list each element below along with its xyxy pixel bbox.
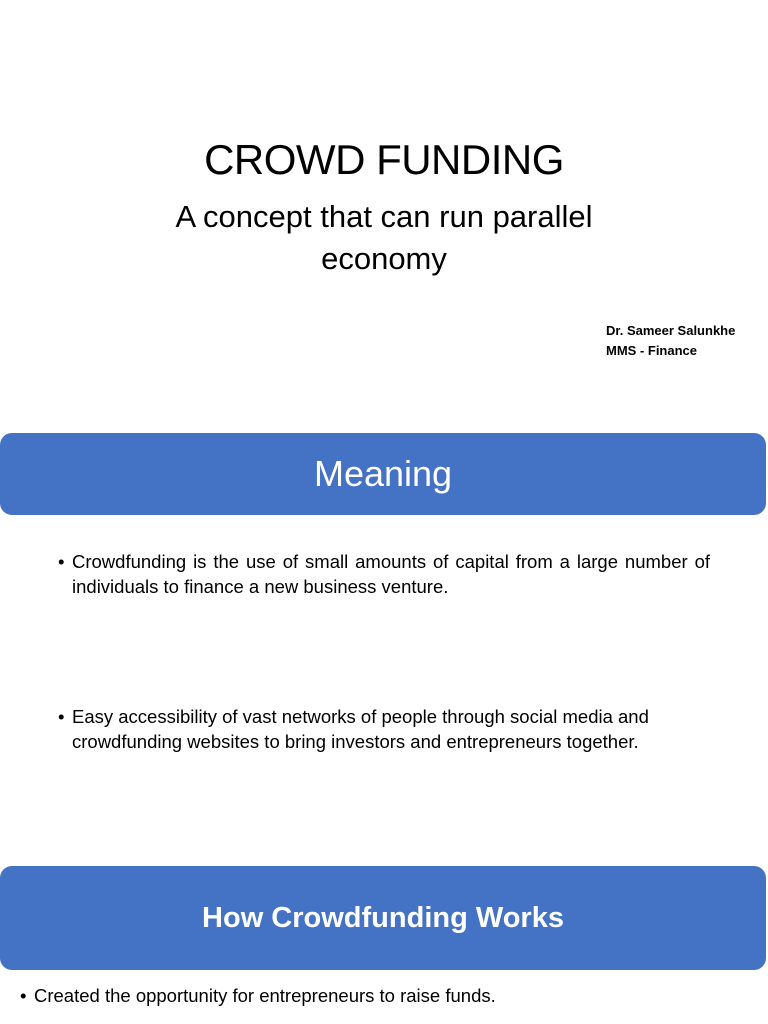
works-header-bar [0,866,766,970]
title-slide [0,0,768,410]
main-title: CROWD FUNDING [204,136,564,183]
works-heading: How Crowdfunding Works [202,902,564,934]
works-bullet-text: Created the opportunity for entrepreneurs to raise funds. [34,985,496,1006]
bullet-dot: • [58,706,65,727]
meaning-header-bar [0,433,766,515]
meaning-bullet-1 [58,549,710,599]
bullet-dot: • [20,985,27,1006]
subtitle: A concept that can run parallel economy [175,199,593,276]
meaning-bullet-text: Easy accessibility of vast networks of people through social media and crowdfunding websites to bring investors and entrepreneurs together. [72,706,649,752]
meaning-bullet-2 [58,704,718,754]
author-block [606,321,735,361]
bullet-dot: • [58,551,65,572]
works-bullet-1 [20,983,720,1008]
meaning-bullet-text: Crowdfunding is the use of small amounts of capital from a large number of individuals to finance a new business venture. [72,551,710,597]
author-role: MMS - Finance [606,343,698,358]
meaning-heading: Meaning [313,453,453,494]
author-name: Dr. Sameer Salunkhe [606,323,736,338]
